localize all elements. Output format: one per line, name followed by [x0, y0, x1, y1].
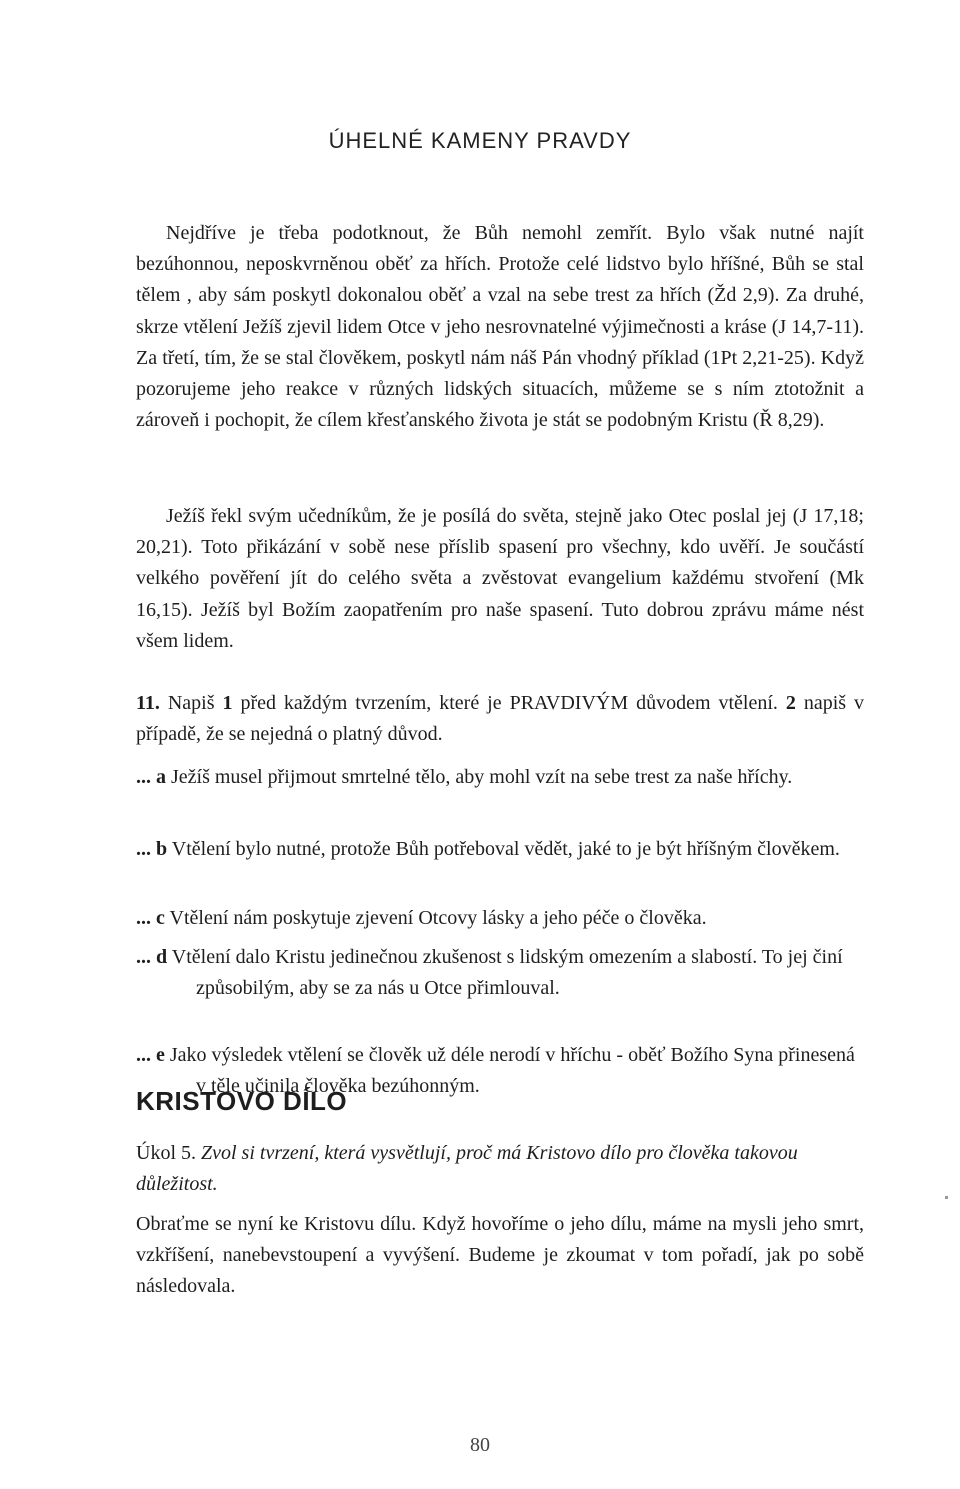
statement-a-letter: ... a — [136, 766, 166, 788]
statement-b-letter: ... b — [136, 838, 168, 860]
statement-d — [136, 942, 864, 1004]
page-number: 80 — [470, 1434, 490, 1456]
answer-code-2: 2 — [785, 692, 796, 714]
paragraph-3: Obraťme se nyní ke Kristovu dílu. Když hovoříme o jeho dílu, máme na mysli jeho smrt, vzkříšení, nanebevstoupení a vyvýšení. Budeme je zkoumat v tom pořadí, jak po sobě následovala. — [136, 1213, 864, 1298]
section-heading: KRISTOVO DÍLO — [136, 1086, 348, 1116]
question-number: 11. — [136, 692, 160, 714]
answer-code-1: 1 — [222, 692, 233, 714]
statement-e-letter: ... e — [136, 1044, 165, 1066]
task-5 — [136, 1138, 864, 1200]
question-text-c: napiš v případě, že se nejedná o platný důvod. — [136, 692, 864, 746]
statement-c-text: Vtělení nám poskytuje zjevení Otcovy lásky a jeho péče o člověka. — [164, 907, 707, 929]
statement-b-text: Vtělení bylo nutné, protože Bůh potřeboval vědět, jaké to je být hříšným člověkem. — [167, 838, 840, 860]
question-text-b: před každým tvrzením, které je PRAVDIVÝM důvodem vtělení. — [232, 692, 786, 714]
statement-d-text: Vtělení dalo Kristu jedinečnou zkušenost s lidským omezením a slabostí. To jej činí způsobilým, aby se za nás u Otce přimlouval. — [167, 946, 843, 1000]
statement-c — [136, 903, 864, 934]
task-label: Úkol 5. — [136, 1142, 196, 1164]
scan-speck — [945, 1196, 948, 1199]
paragraph-2: Ježíš řekl svým učedníkům, že je posílá do světa, stejně jako Otec poslal jej (J 17,18; 20,21). Toto přikázání v sobě nese příslib spasení pro všechny, kdo uvěří. Je součástí velkého pověření jít do celého světa a zvěstovat evangelium každému stvoření (Mk 16,15). Ježíš byl Božím zaopatřením pro naše spasení. Tuto dobrou zprávu máme nést všem lidem. — [136, 505, 864, 652]
statement-b — [136, 834, 864, 865]
question-11 — [136, 688, 864, 750]
statement-d-letter: ... d — [136, 946, 168, 968]
question-text-a: Napiš — [159, 692, 223, 714]
task-question: Zvol si tvrzení, která vysvětlují, proč má Kristovo dílo pro člověka takovou důležitost. — [136, 1142, 798, 1196]
chapter-heading: ÚHELNÉ KAMENY PRAVDY — [328, 128, 632, 153]
statement-e-text: Jako výsledek vtělení se člověk už déle nerodí v hříchu - oběť Božího Syna přinesená v těle učinila člověka bezúhonným. — [164, 1044, 855, 1098]
statement-a-text: Ježíš musel přijmout smrtelné tělo, aby mohl vzít na sebe trest za naše hříchy. — [166, 766, 793, 788]
statement-a — [136, 762, 864, 793]
statement-c-letter: ... c — [136, 907, 165, 929]
paragraph-1: Nejdříve je třeba podotknout, že Bůh nemohl zemřít. Bylo však nutné najít bezúhonnou, neposkvrněnou oběť za hřích. Protože celé lidstvo bylo hříšné, Bůh se stal tělem , aby sám poskytl dokonalou oběť a vzal na sebe trest za hřích (Žd 2,9). Za druhé, skrze vtělení Ježíš zjevil lidem Otce v jeho nesrovnatelné výjimečnosti a kráse (J 14,7-11). Za třetí, tím, že se stal člověkem, poskytl nám náš Pán vhodný příklad (1Pt 2,21-25). Když pozorujeme jeho reakce v různých lidských situacích, můžeme se s ním ztotožnit a zároveň i pochopit, že cílem křesťanského života je stát se podobným Kristu (Ř 8,29). — [136, 222, 864, 432]
